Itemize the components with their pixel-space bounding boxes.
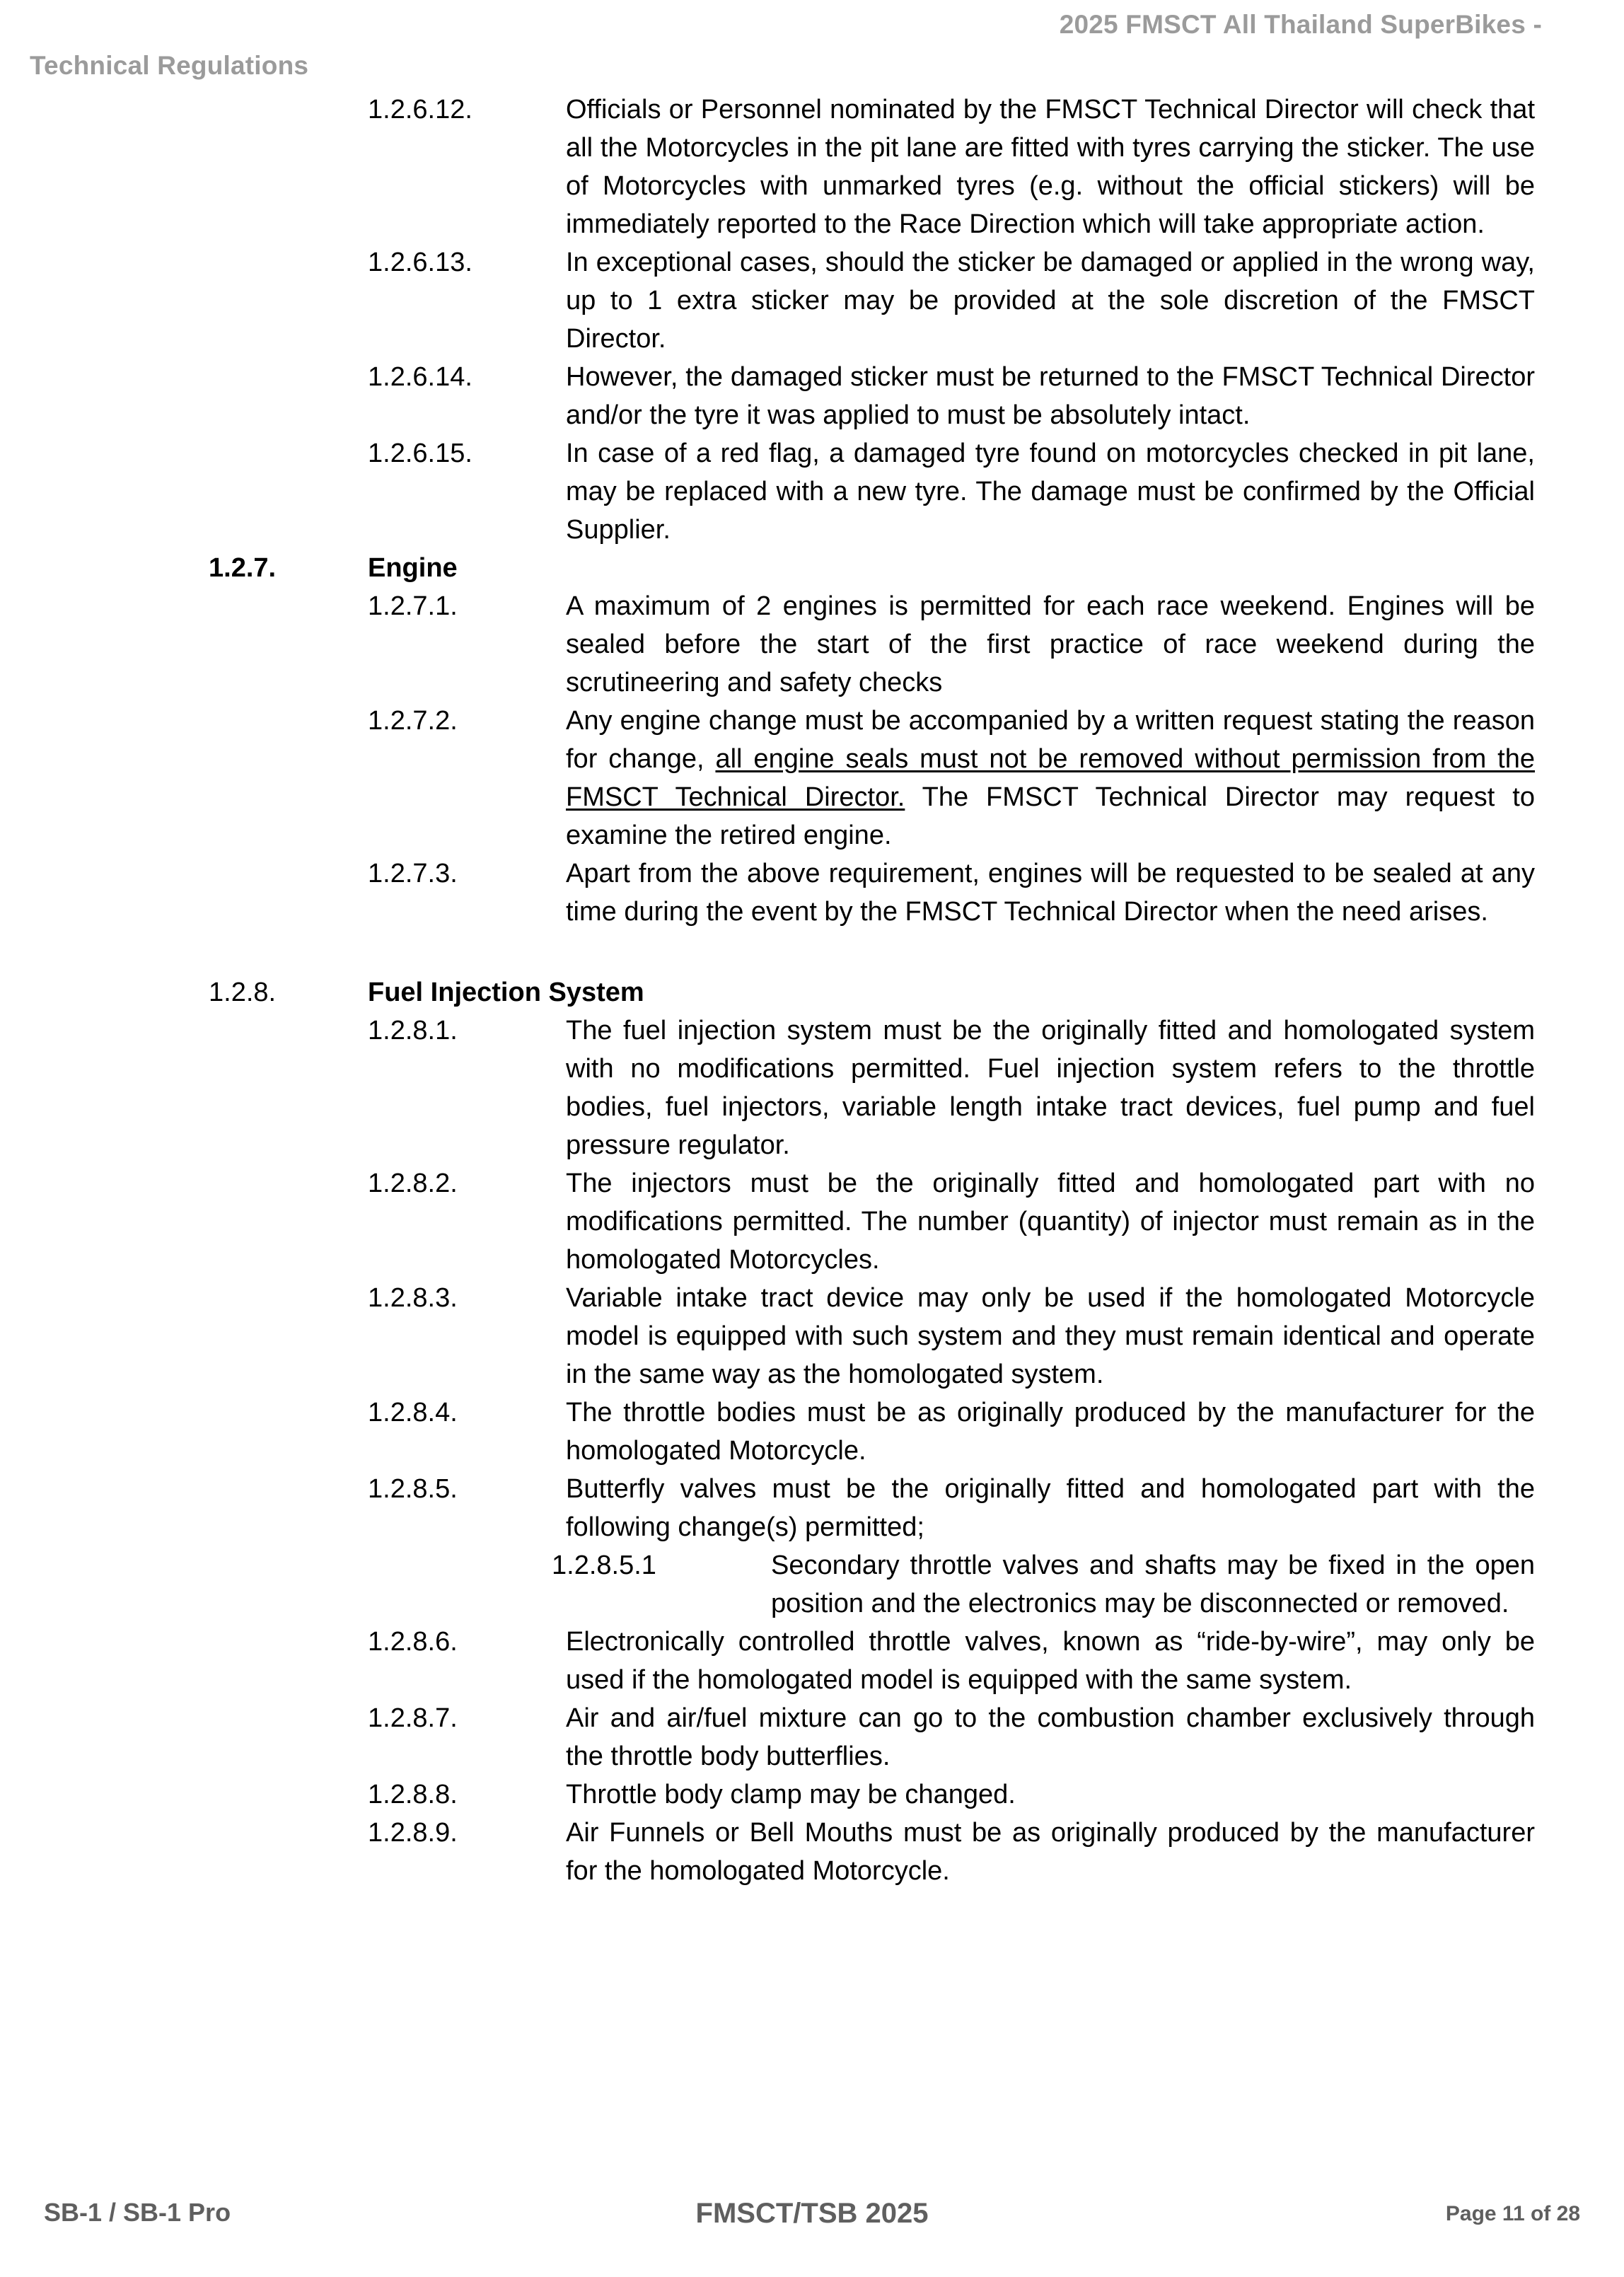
clause-1-2-8-5-1 [552,1546,1535,1623]
page-footer [0,2198,1624,2233]
clause-number: 1.2.6.12. [368,95,472,124]
clause-1-2-8-5 [368,1470,1535,1546]
clause-1-2-7-1 [368,587,1535,702]
clause-number: 1.2.8.9. [368,1818,458,1848]
section-title: Fuel Injection System [368,978,644,1007]
clause-number: 1.2.6.15. [368,439,472,468]
clause-1-2-6-15 [368,434,1535,549]
clause-text-underlined: all engine seals must not be removed without permission from the FMSCT Technical Director. [566,744,1536,812]
clause-number: 1.2.8.8. [368,1780,458,1809]
footer-document-label: FMSCT/TSB 2025 [695,2198,929,2229]
clause-text-after: The FMSCT Technical Director may request to examine the retired engine. [566,782,1536,850]
clause-1-2-8-9 [368,1814,1535,1890]
clause-number: 1.2.7.3. [368,859,458,888]
header-title-line-1: 2025 FMSCT All Thailand SuperBikes - [1059,10,1542,39]
clause-number: 1.2.7.1. [368,591,458,621]
clause-number: 1.2.7.2. [368,706,458,736]
clause-1-2-6-14 [368,358,1535,434]
clause-text-before: Any engine change must be accompanied by a written request stating the reason for change, [566,706,1535,774]
clause-text: Air and air/fuel mixture can go to the combustion chamber exclusively through the throttle body butterflies. [566,1703,1535,1771]
clause-number: 1.2.8.7. [368,1703,458,1733]
clause-text: Variable intake tract device may only be used if the homologated Motorcycle model is equipped with such system and they must remain identical and operate in the same way as the homologated system. [566,1283,1535,1389]
clause-text: In exceptional cases, should the sticker be damaged or applied in the wrong way, up to 1 extra sticker may be provided at the sole discretion of the FMSCT Director. [566,248,1535,354]
footer-class-label: SB-1 / SB-1 Pro [44,2198,231,2227]
clause-text: Throttle body clamp may be changed. [566,1780,1016,1809]
clause-1-2-7-2 [368,702,1535,854]
clause-text: The throttle bodies must be as originally produced by the manufacturer for the homologated Motorcycle. [566,1398,1535,1466]
section-spacer [0,931,1624,973]
clause-1-2-6-12 [368,91,1535,243]
clause-text: Officials or Personnel nominated by the FMSCT Technical Director will check that all the Motorcycles in the pit lane are fitted with tyres carrying the sticker. The use of Motorcycles with unmarked tyres (e.g. without the official stickers) will be immediately reported to the Race Direction which will take appropriate action. [566,95,1535,239]
clause-number: 1.2.8.4. [368,1398,458,1427]
clause-1-2-8-7 [368,1699,1535,1775]
clause-number: 1.2.6.14. [368,362,472,392]
section-number: 1.2.8. [209,978,277,1007]
clause-1-2-6-13 [368,243,1535,358]
page-header [0,0,1624,92]
clause-1-2-8-3 [368,1279,1535,1394]
clause-text: Air Funnels or Bell Mouths must be as originally produced by the manufacturer for the homologated Motorcycle. [566,1818,1535,1886]
clause-text: The fuel injection system must be the originally fitted and homologated system with no modifications permitted. Fuel injection system refers to the throttle bodies, fuel injectors, variable length intake tract devices, fuel pump and fuel pressure regulator. [566,1016,1535,1160]
document-body [0,91,1624,1890]
header-title-line-2: Technical Regulations [30,51,309,80]
clause-number: 1.2.8.5.1 [552,1551,656,1580]
section-heading-1-2-8 [209,973,1535,1012]
clause-text: The injectors must be the originally fitted and homologated part with no modifications permitted. The number (quantity) of injector must remain as in the homologated Motorcycles. [566,1169,1535,1275]
clause-number: 1.2.6.13. [368,248,472,277]
clause-1-2-8-1 [368,1012,1535,1164]
clause-text: Apart from the above requirement, engines will be requested to be sealed at any time during the event by the FMSCT Technical Director when the need arises. [566,859,1535,927]
clause-text: A maximum of 2 engines is permitted for each race weekend. Engines will be sealed before the start of the first practice of race weekend during the scrutineering and safety checks [566,591,1535,697]
clause-text: Electronically controlled throttle valves, known as “ride-by-wire”, may only be used if the homologated model is equipped with the same system. [566,1627,1535,1695]
clause-1-2-8-6 [368,1623,1535,1699]
clause-1-2-8-4 [368,1394,1535,1470]
clause-text: Butterfly valves must be the originally fitted and homologated part with the following change(s) permitted; [566,1474,1535,1542]
footer-page-number: Page 11 of 28 [1445,2202,1580,2225]
section-number: 1.2.7. [209,553,277,583]
clause-text [566,702,1535,854]
clause-number: 1.2.8.3. [368,1283,458,1313]
clause-text: However, the damaged sticker must be returned to the FMSCT Technical Director and/or the tyre it was applied to must be absolutely intact. [566,362,1535,430]
clause-text: Secondary throttle valves and shafts may be fixed in the open position and the electronics may be disconnected or removed. [771,1551,1535,1618]
section-heading-1-2-7 [209,549,1535,587]
clause-number: 1.2.8.5. [368,1474,458,1504]
clause-text: In case of a red flag, a damaged tyre found on motorcycles checked in pit lane, may be replaced with a new tyre. The damage must be confirmed by the Official Supplier. [566,439,1535,545]
clause-number: 1.2.8.2. [368,1169,458,1198]
clause-1-2-7-3 [368,854,1535,931]
clause-1-2-8-8 [368,1775,1535,1814]
clause-number: 1.2.8.6. [368,1627,458,1657]
clause-number: 1.2.8.1. [368,1016,458,1045]
section-title: Engine [368,553,458,583]
clause-1-2-8-2 [368,1164,1535,1279]
